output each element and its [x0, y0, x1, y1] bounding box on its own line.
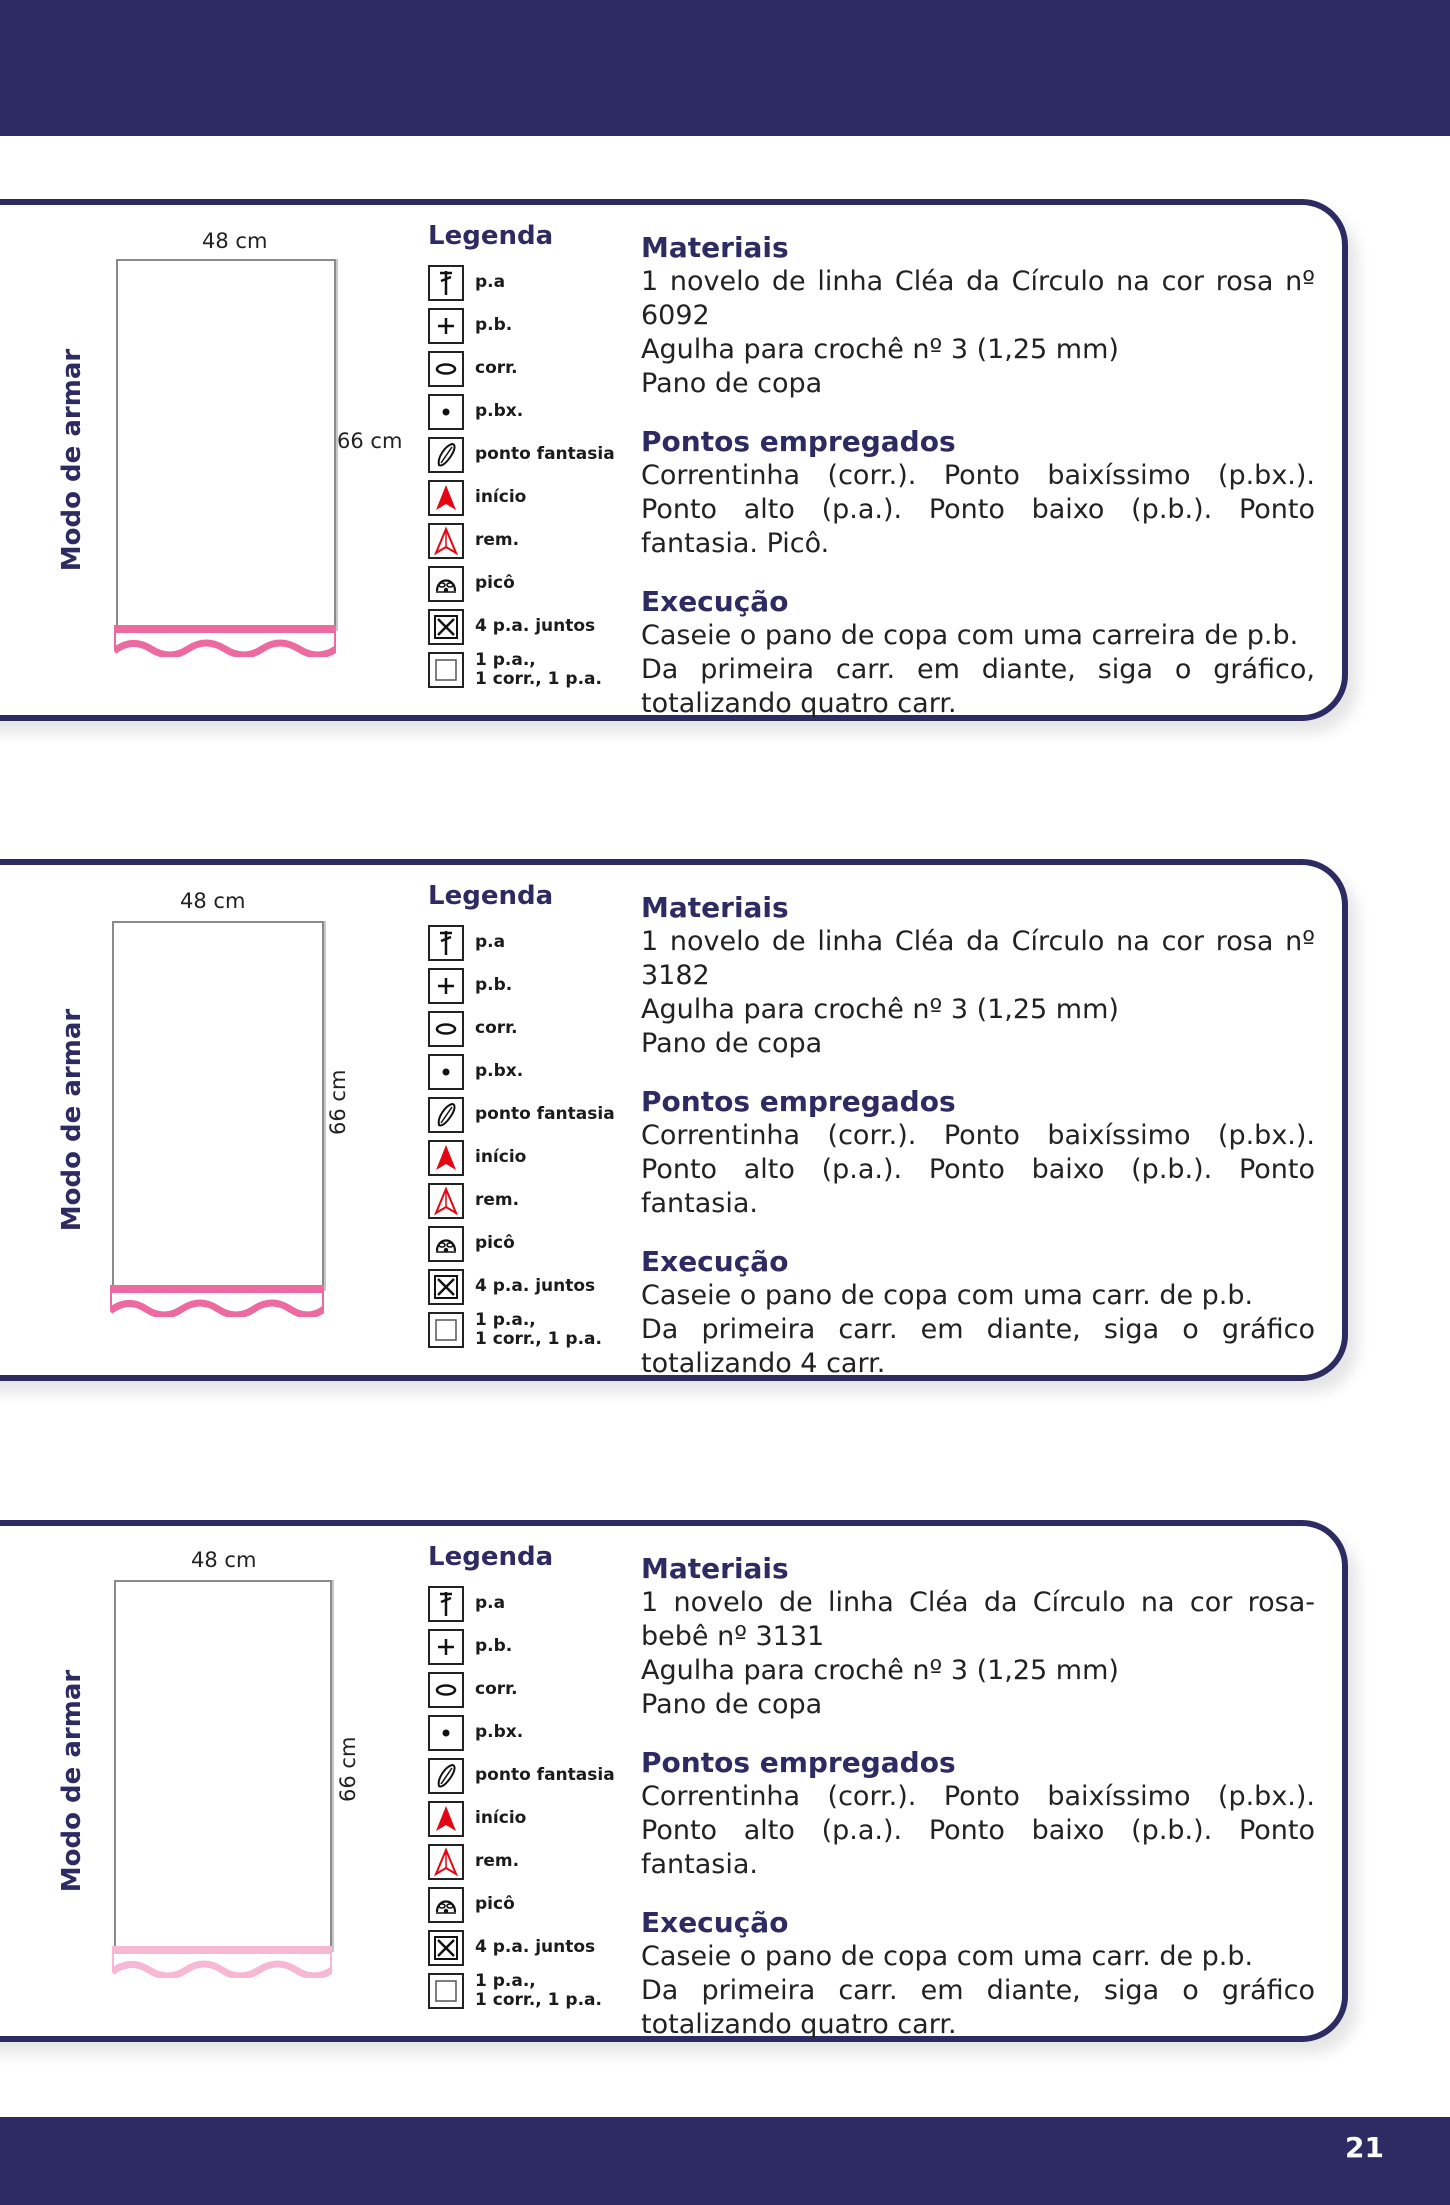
height-label: 66 cm — [326, 1069, 350, 1135]
materiais-line: Agulha para crochê nº 3 (1,25 mm) — [641, 994, 1119, 1025]
legend-item — [428, 519, 618, 562]
modo-de-armar-label: Modo de armar — [57, 1008, 87, 1232]
legend-item — [428, 1969, 618, 2012]
legend-item — [428, 261, 618, 304]
materiais-line: Pano de copa — [641, 368, 823, 399]
pontos-text: Correntinha (corr.). Ponto baixíssimo (p.bx.). Ponto alto (p.a.). Ponto baixo (p.b.). Ponto fantasia. — [641, 1781, 1315, 1880]
legend-label: 4 p.a. juntos — [475, 616, 596, 636]
picot-icon — [428, 1226, 464, 1262]
slip-stitch-icon — [428, 394, 464, 430]
height-label: 66 cm — [336, 1736, 360, 1802]
towel-rectangle — [112, 921, 324, 1291]
legend-item — [428, 433, 618, 476]
fasten-off-icon — [428, 1183, 464, 1219]
legend-label: p.bx. — [475, 401, 524, 421]
legend-item — [428, 921, 618, 964]
legend — [428, 881, 618, 1351]
legend-label: p.bx. — [475, 1722, 524, 1742]
materiais-line: Pano de copa — [641, 1689, 823, 1720]
instructions — [641, 1552, 1315, 2042]
execucao-line: Caseie o pano de copa com uma carreira de p.b. — [641, 620, 1299, 651]
four-pa-together-icon — [428, 1930, 464, 1966]
legend-label: p.b. — [475, 315, 513, 335]
towel-rectangle — [114, 1580, 332, 1952]
legend-label: ponto fantasia — [475, 444, 615, 464]
legend-label: p.bx. — [475, 1061, 524, 1081]
width-label: 48 cm — [180, 889, 246, 913]
assembly-diagram — [0, 205, 426, 727]
pa-stitch-icon — [428, 1586, 464, 1622]
legend-item — [428, 1136, 618, 1179]
legend-item — [428, 1308, 618, 1351]
materiais-line: 1 novelo de linha Cléa da Círculo na cor rosa-bebê nº 3131 — [641, 1587, 1315, 1652]
legend-item — [428, 476, 618, 519]
materiais-line: Agulha para crochê nº 3 (1,25 mm) — [641, 334, 1119, 365]
legend-item — [428, 304, 618, 347]
pontos-title: Pontos empregados — [641, 1746, 956, 1779]
chain-stitch-icon — [428, 1672, 464, 1708]
pontos-text: Correntinha (corr.). Ponto baixíssimo (p.bx.). Ponto alto (p.a.). Ponto baixo (p.b.). Ponto fantasia. — [641, 1120, 1315, 1219]
legend-label: início — [475, 1147, 527, 1167]
footer-bar — [0, 2117, 1450, 2205]
header-bar — [0, 0, 1450, 136]
legend-label: picô — [475, 1233, 515, 1253]
legend-item — [428, 1625, 618, 1668]
materiais-title: Materiais — [641, 231, 789, 264]
legend-item — [428, 1883, 618, 1926]
legend-label: p.b. — [475, 975, 513, 995]
legend-item — [428, 1668, 618, 1711]
pontos-text: Correntinha (corr.). Ponto baixíssimo (p.bx.). Ponto alto (p.a.). Ponto baixo (p.b.). Ponto fantasia. Picô. — [641, 460, 1315, 559]
materiais-line: 1 novelo de linha Cléa da Círculo na cor rosa nº 3182 — [641, 926, 1315, 991]
legend-item — [428, 605, 618, 648]
pa-stitch-icon — [428, 925, 464, 961]
start-marker-icon — [428, 1140, 464, 1176]
legend-label: rem. — [475, 530, 520, 550]
pb-stitch-icon — [428, 1629, 464, 1665]
combo-stitch-icon — [428, 1312, 464, 1348]
legend-label: p.b. — [475, 1636, 513, 1656]
four-pa-together-icon — [428, 1269, 464, 1305]
legend-label: rem. — [475, 1851, 520, 1871]
chain-stitch-icon — [428, 1011, 464, 1047]
execucao-title: Execução — [641, 585, 789, 618]
legend — [428, 221, 618, 691]
legend-label: p.a — [475, 932, 506, 952]
legend-item — [428, 1582, 618, 1625]
execucao-line: Da primeira carr. em diante, siga o gráfico totalizando quatro carr. — [641, 1975, 1315, 2040]
legend-label: corr. — [475, 1018, 518, 1038]
fancy-stitch-icon — [428, 1097, 464, 1133]
crochet-edge-wave — [110, 1285, 324, 1317]
legend-item — [428, 1754, 618, 1797]
legend-label: 1 p.a., 1 corr., 1 p.a. — [475, 1970, 602, 2010]
materiais-line: Agulha para crochê nº 3 (1,25 mm) — [641, 1655, 1119, 1686]
legend-item — [428, 1926, 618, 1969]
legend-label: 4 p.a. juntos — [475, 1937, 596, 1957]
width-label: 48 cm — [191, 1548, 257, 1572]
legend-item — [428, 1007, 618, 1050]
legend-item — [428, 1093, 618, 1136]
legend-label: rem. — [475, 1190, 520, 1210]
pattern-card-2 — [0, 859, 1348, 1381]
legend-item — [428, 648, 618, 691]
picot-icon — [428, 566, 464, 602]
instructions — [641, 891, 1315, 1381]
materiais-title: Materiais — [641, 891, 789, 924]
legend-label: ponto fantasia — [475, 1765, 615, 1785]
fasten-off-icon — [428, 1844, 464, 1880]
legend-label: início — [475, 487, 527, 507]
fasten-off-icon — [428, 523, 464, 559]
fancy-stitch-icon — [428, 437, 464, 473]
legend-title: Legenda — [428, 881, 554, 911]
crochet-edge-wave — [112, 1946, 332, 1978]
legend-title: Legenda — [428, 221, 554, 251]
materiais-line: Pano de copa — [641, 1028, 823, 1059]
execucao-title: Execução — [641, 1906, 789, 1939]
legend-label: picô — [475, 573, 515, 593]
instructions — [641, 231, 1315, 721]
width-label: 48 cm — [202, 229, 268, 253]
legend-item — [428, 964, 618, 1007]
legend-label: p.a — [475, 272, 506, 292]
towel-rectangle — [116, 259, 336, 631]
legend-label: p.a — [475, 1593, 506, 1613]
pattern-card-3 — [0, 1520, 1348, 2042]
execucao-line: Da primeira carr. em diante, siga o gráfico, totalizando quatro carr. — [641, 654, 1315, 719]
assembly-diagram — [0, 1526, 426, 2048]
legend-title: Legenda — [428, 1542, 554, 1572]
legend-label: 4 p.a. juntos — [475, 1276, 596, 1296]
slip-stitch-icon — [428, 1054, 464, 1090]
legend-item — [428, 1050, 618, 1093]
execucao-line: Da primeira carr. em diante, siga o gráfico totalizando 4 carr. — [641, 1314, 1315, 1379]
chain-stitch-icon — [428, 351, 464, 387]
legend — [428, 1542, 618, 2012]
legend-label: 1 p.a., 1 corr., 1 p.a. — [475, 649, 602, 689]
modo-de-armar-label: Modo de armar — [57, 1669, 87, 1893]
pattern-card-1 — [0, 199, 1348, 721]
legend-label: 1 p.a., 1 corr., 1 p.a. — [475, 1309, 602, 1349]
modo-de-armar-label: Modo de armar — [57, 348, 87, 572]
materiais-line: 1 novelo de linha Cléa da Círculo na cor rosa nº 6092 — [641, 266, 1315, 331]
pa-stitch-icon — [428, 265, 464, 301]
legend-item — [428, 562, 618, 605]
legend-label: corr. — [475, 358, 518, 378]
legend-item — [428, 347, 618, 390]
materiais-title: Materiais — [641, 1552, 789, 1585]
four-pa-together-icon — [428, 609, 464, 645]
legend-item — [428, 1711, 618, 1754]
assembly-diagram — [0, 865, 426, 1387]
execucao-line: Caseie o pano de copa com uma carr. de p.b. — [641, 1941, 1254, 1972]
legend-item — [428, 1265, 618, 1308]
execucao-line: Caseie o pano de copa com uma carr. de p.b. — [641, 1280, 1254, 1311]
legend-label: início — [475, 1808, 527, 1828]
pontos-title: Pontos empregados — [641, 1085, 956, 1118]
slip-stitch-icon — [428, 1715, 464, 1751]
legend-item — [428, 390, 618, 433]
legend-item — [428, 1179, 618, 1222]
legend-item — [428, 1797, 618, 1840]
legend-label: corr. — [475, 1679, 518, 1699]
combo-stitch-icon — [428, 1973, 464, 2009]
legend-label: ponto fantasia — [475, 1104, 615, 1124]
pontos-title: Pontos empregados — [641, 425, 956, 458]
legend-item — [428, 1840, 618, 1883]
height-label: 66 cm — [337, 429, 403, 453]
crochet-edge-wave — [114, 625, 336, 657]
combo-stitch-icon — [428, 652, 464, 688]
pb-stitch-icon — [428, 308, 464, 344]
picot-icon — [428, 1887, 464, 1923]
start-marker-icon — [428, 1801, 464, 1837]
pb-stitch-icon — [428, 968, 464, 1004]
legend-label: picô — [475, 1894, 515, 1914]
page-number: 21 — [1345, 2131, 1384, 2164]
start-marker-icon — [428, 480, 464, 516]
fancy-stitch-icon — [428, 1758, 464, 1794]
execucao-title: Execução — [641, 1245, 789, 1278]
legend-item — [428, 1222, 618, 1265]
